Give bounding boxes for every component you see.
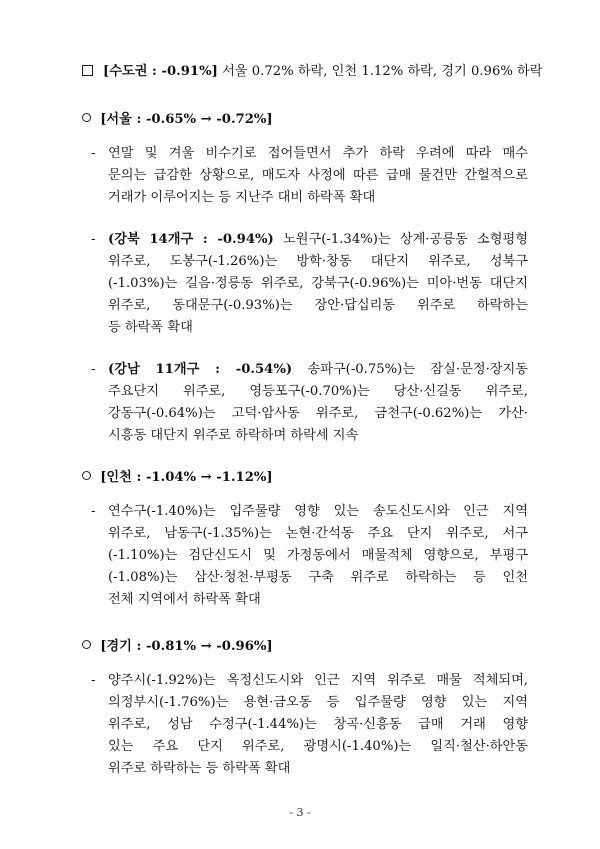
- seoul-para1-line3: 거래가 이루어지는 등 지난주 대비 하락폭 확대: [108, 190, 376, 205]
- gyeonggi-para-line5: 위주로 하락하는 등 하락폭 확대: [108, 761, 291, 776]
- seoul-heading: [서울 : -0.65% → -0.72%]: [100, 112, 273, 127]
- incheon-para-line5: 전체 지역에서 하락폭 확대: [108, 592, 261, 607]
- summary-text: 서울 0.72% 하락, 인천 1.12% 하락, 경기 0.96% 하락: [217, 64, 543, 79]
- seoul-para1-line1: 연말 및 겨울 비수기로 접어들면서 추가 하락 우려에 따라 매수: [108, 146, 528, 161]
- circle-bullet-icon: [82, 640, 91, 649]
- gyeonggi-heading: [경기 : -0.81% → -0.96%]: [100, 639, 273, 654]
- incheon-para-line2: 위주로, 남동구(-1.35%)는 논현·간석동 주요 단지 위주로, 서구: [108, 526, 528, 541]
- summary-line: [82, 63, 543, 81]
- gyeonggi-heading-line: [82, 638, 273, 656]
- incheon-para-line3: (-1.10%)는 검단신도시 및 가정동에서 매물적체 영향으로, 부평구: [108, 548, 528, 563]
- dash-bullet: -: [91, 504, 96, 519]
- square-bullet-icon: [82, 65, 93, 76]
- incheon-heading: [인천 : -1.04% → -1.12%]: [100, 470, 273, 485]
- incheon-heading-line: [82, 469, 273, 487]
- gyeonggi-para-line2: 의정부시(-1.76%)는 용현·금오동 등 입주물량 영향 있는 지역: [108, 695, 528, 710]
- seoul-para2-line5: 등 하락폭 확대: [108, 320, 193, 335]
- seoul-para3-line2: 주요단지 위주로, 영등포구(-0.70%)는 당산·신길동 위주로,: [108, 384, 528, 399]
- dash-bullet: -: [91, 362, 96, 377]
- seoul-para3-line4: 시흥동 대단지 위주로 하락하며 하락세 지속: [108, 428, 359, 443]
- gangnam-label: (강남 11개구 : -0.54%): [108, 362, 293, 377]
- seoul-para2-line4: 위주로, 동대문구(-0.93%)는 장안·답십리동 위주로 하락하는: [108, 298, 528, 313]
- seoul-para3-line3: 강동구(-0.64%)는 고덕·암사동 위주로, 금천구(-0.62%)는 가산·: [108, 406, 528, 421]
- gyeonggi-para-line1: 양주시(-1.92%)는 옥정신도시와 인근 지역 위주로 매물 적체되며,: [108, 673, 528, 688]
- incheon-para-line1: 연수구(-1.40%)는 입주물량 영향 있는 송도신도시와 인근 지역: [108, 504, 528, 519]
- circle-bullet-icon: [82, 113, 91, 122]
- page-number: - 3 -: [289, 806, 311, 819]
- seoul-para2-line2: 위주로, 도봉구(-1.26%)는 방학·창동 대단지 위주로, 성북구: [108, 254, 528, 269]
- seoul-para2-line3: (-1.03%)는 길음·정릉동 위주로, 강북구(-0.96%)는 미아·번동 대단지: [108, 276, 528, 291]
- summary-bracket: [수도권 : -0.91%]: [103, 64, 218, 79]
- circle-bullet-icon: [82, 471, 91, 480]
- dash-bullet: -: [91, 232, 96, 247]
- dash-bullet: -: [91, 146, 96, 161]
- gyeonggi-para-line4: 있는 주요 단지 위주로, 광명시(-1.40%)는 일직·철산·하안동: [108, 739, 528, 754]
- gangbuk-label: (강북 14개구 : -0.94%): [108, 232, 274, 247]
- seoul-para3-line1: (강남 11개구 : -0.54%) 송파구(-0.75%)는 잠실·문정·장지동: [108, 362, 528, 377]
- seoul-heading-line: [82, 111, 273, 129]
- seoul-para1-line2: 문의는 급감한 상황으로, 매도자 사정에 따른 급매 물건만 간헐적으로: [108, 168, 528, 183]
- gyeonggi-para-line3: 위주로, 성남 수정구(-1.44%)는 창곡·신흥동 급매 거래 영향: [108, 717, 528, 732]
- seoul-para2-line1: (강북 14개구 : -0.94%) 노원구(-1.34%)는 상계·공릉동 소형평형: [108, 232, 528, 247]
- dash-bullet: -: [91, 673, 96, 688]
- incheon-para-line4: (-1.08%)는 삼산·청천·부평동 구축 위주로 하락하는 등 인천: [108, 570, 528, 585]
